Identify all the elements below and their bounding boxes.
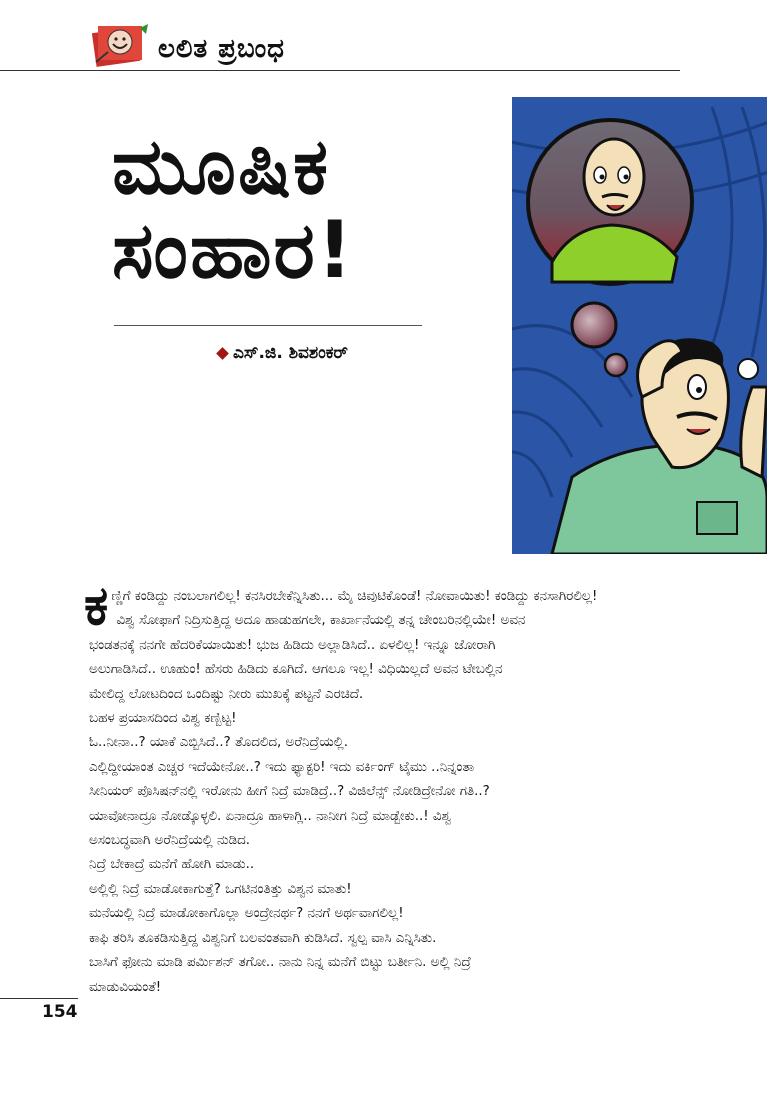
first-paragraph-text: ಣ್ಣಿಗೆ ಕಂಡಿದ್ದು ನಂಬಲಾಗಲಿಲ್ಲ! ಕನಸಿರಬೇಕೆನ್ನಿಸಿತು... ಮೈ ಚಿವುಟಿಕೊಂಡೆ! ನೋವಾಯಿತು! ಕಂಡಿದ್ದು ಕನಸಾಗಿರಲಿಲ್ಲ! <box>111 589 598 604</box>
body-line: ಅಲುಗಾಡಿಸಿದೆ.. ಊಹುಂ! ಹೆಸರು ಹಿಡಿದು ಕೂಗಿದೆ. ಆಗಲೂ ಇಲ್ಲ! ವಿಧಿಯಿಲ್ಲದೆ ಅವನ ಟೇಬಲ್ಲಿನ <box>89 662 503 678</box>
body-line: ಓ..ನೀನಾ..? ಯಾಕೆ ಎಬ್ಬಿಸಿದೆ..? ತೊದಲಿದ, ಅರೆನಿದ್ರೆಯಲ್ಲಿ. <box>89 735 348 751</box>
body-line: ವಿಶ್ವ ಸೋಫಾಗೆ ನಿದ್ರಿಸುತ್ತಿದ್ದ ಅದೂ ಹಾಡುಹಗಲೇ, ಕಾರ್ಖಾನೆಯಲ್ಲಿ ತನ್ನ ಚೇಂಬರಿನಲ್ಲಿಯೇ! ಅವನ <box>116 613 526 629</box>
body-line: ಯಾವೋನಾದ್ರೂ ನೋಡ್ಕೊಳ್ಳಲಿ. ಏನಾದ್ರೂ ಹಾಳಾಗ್ಲಿ.. ನಾನೀಗ ನಿದ್ರೆ ಮಾಡ್ಬೇಕು..! ವಿಶ್ವ <box>89 808 452 824</box>
author-name: ಎಸ್.ಜಿ. ಶಿವಶಂಕರ್ <box>233 343 348 363</box>
section-label: ಲಲಿತ ಪ್ರಬಂಧ <box>158 34 285 64</box>
article-body <box>84 574 684 1000</box>
page-number: 154 <box>42 1002 78 1022</box>
header-divider <box>0 70 680 71</box>
body-line: ಬಾಸಿಗೆ ಫೋನು ಮಾಡಿ ಪರ್ಮಿಶನ್ ತಗೋ.. ನಾನು ನಿನ್ನ ಮನೆಗೆ ಬಿಟ್ಟು ಬರ್ತೀನಿ. ಅಲ್ಲಿ ನಿದ್ರೆ <box>89 955 472 971</box>
body-line: ಅಲ್ಲಿಲ್ಲಿ ನಿದ್ರೆ ಮಾಡೋಕಾಗುತ್ತೆ? ಒಗಟಿನಂತಿತ್ತು ವಿಶ್ವನ ಮಾತು! <box>89 881 352 897</box>
body-line: ಅಸಂಬದ್ಧವಾಗಿ ಅರೆನಿದ್ರೆಯಲ್ಲಿ ನುಡಿದ. <box>89 833 251 849</box>
body-line: ಬಹಳ ಪ್ರಯಾಸದಿಂದ ವಿಶ್ವ ಕಣ್ಬಿಟ್ಟ! <box>89 711 237 727</box>
drop-cap: ಕ <box>84 574 109 637</box>
body-line: ಮನೆಯಲ್ಲಿ ನಿದ್ರೆ ಮಾಡೋಕಾಗೊಲ್ಲಾ ಅಂದ್ರೇನರ್ಥ? ನನಗೆ ಅರ್ಥವಾಗಲಿಲ್ಲ! <box>89 906 404 922</box>
body-line: ಕಾಫಿ ತರಿಸಿ ತೂಕಡಿಸುತ್ತಿದ್ದ ವಿಶ್ವನಿಗೆ ಬಲವಂತವಾಗಿ ಕುಡಿಸಿದೆ. ಸ್ವಲ್ಪ ವಾಸಿ ಎನ್ನಿಸಿತು. <box>89 930 437 946</box>
body-line: ಎಲ್ಲಿದ್ದೀಯಾಂತ ಎಚ್ಚರ ಇದೆಯೇನೋ..? ಇದು ಫ್ಯಾಕ್ಟರಿ! ಇದು ವರ್ಕಿಂಗ್ ಟೈಮು ..ನಿನ್ನಂತಾ <box>89 759 475 775</box>
body-line: ಸೀನಿಯರ್ ಪೊಸಿಷನ್‍ನಲ್ಲಿ ಇರೋನು ಹೀಗೆ ನಿದ್ರೆ ಮಾಡಿದ್ರೆ..? ವಿಜಿಲೆನ್ಸ್ ನೋಡಿದ್ರೇನೋ ಗತಿ..? <box>89 784 490 800</box>
footer-divider <box>0 998 78 999</box>
body-line: ಭಂಡತನಕ್ಕೆ ನನಗೇ ಹೆದರಿಕೆಯಾಯಿತು! ಭುಜ ಹಿಡಿದು ಅಲ್ಲಾಡಿಸಿದೆ.. ಏಳಲಿಲ್ಲ! ಇನ್ನೂ ಜೋರಾಗಿ <box>89 637 496 653</box>
cartoon-man-thinking-icon <box>512 97 767 554</box>
title-divider <box>114 325 422 326</box>
article-title-line-1: ಮೂಷಿಕ <box>112 122 331 212</box>
article-title-line-2: ಸಂಹಾರ! <box>112 206 355 296</box>
author-byline <box>218 343 348 363</box>
body-line: ಮಾಡುವಿಯಂತೆ! <box>89 979 162 995</box>
diamond-bullet-icon <box>216 347 229 360</box>
body-line: ಮೇಲಿದ್ದ ಲೋಟದಿಂದ ಒಂದಿಷ್ಟು ನೀರು ಮುಖಕ್ಕೆ ಪಟ್ಟನೆ ಎರಚಿದೆ. <box>89 686 364 702</box>
smiley-logo-icon <box>92 22 150 68</box>
body-line: ನಿದ್ರೆ ಬೇಕಾದ್ರೆ ಮನೆಗೆ ಹೋಗಿ ಮಾಡು.. <box>89 857 255 873</box>
